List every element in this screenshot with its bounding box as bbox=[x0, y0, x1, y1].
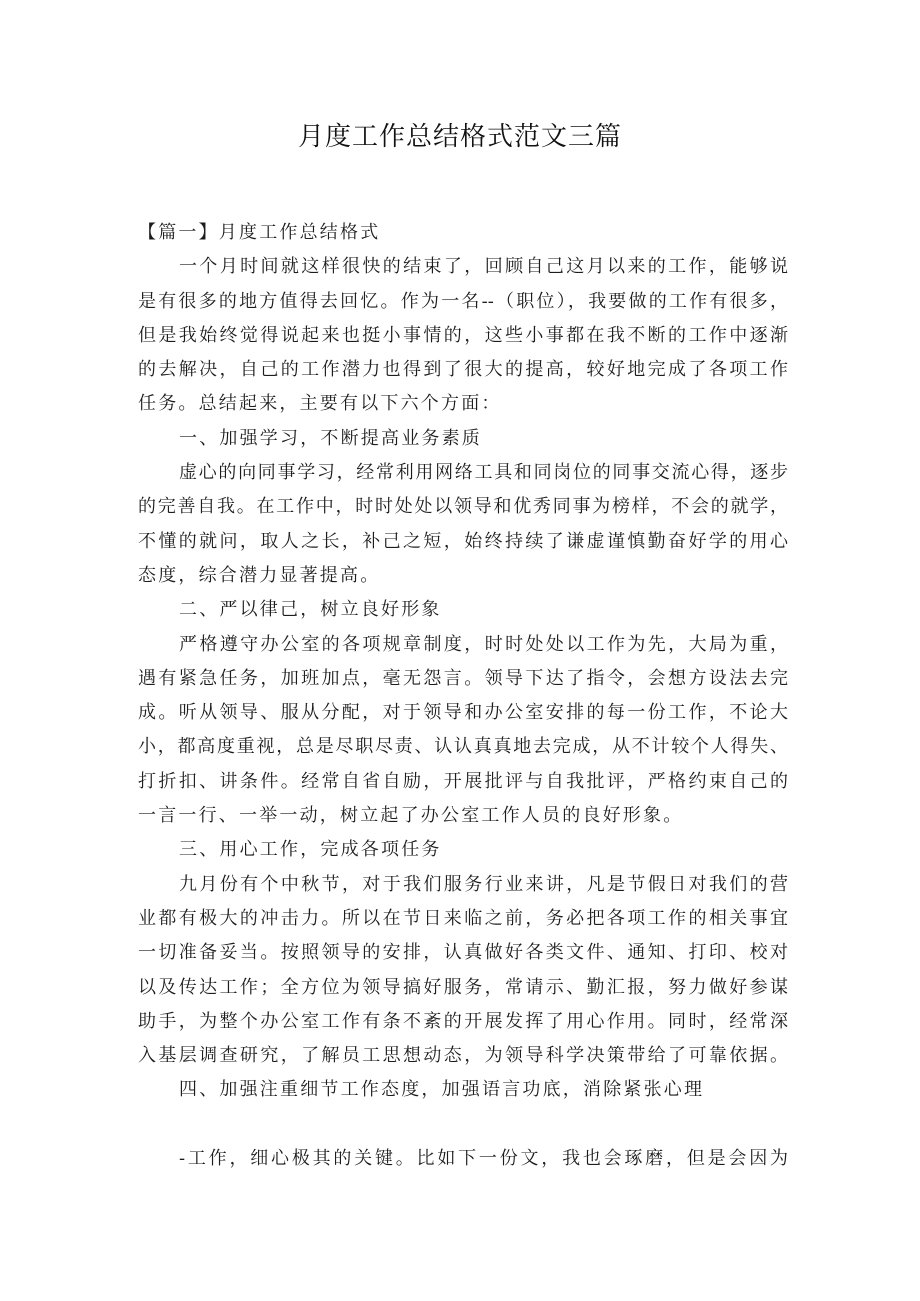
paragraph-line: 不懂的就问，取人之长，补己之短，始终持续了谦虚谨慎勤奋好学的用心 bbox=[138, 530, 788, 552]
document-body bbox=[138, 216, 788, 1176]
paragraph-line: 成。听从领导、服从分配，对于领导和办公室安排的每一份工作，不论大 bbox=[138, 702, 788, 724]
paragraph-line: 以及传达工作；全方位为领导搞好服务，常请示、勤汇报，努力做好参谋 bbox=[138, 976, 788, 998]
paragraph-line: 虚心的向同事学习，经常利用网络工具和同岗位的同事交流心得，逐步 bbox=[179, 462, 788, 484]
paragraph-line: 入基层调查研究，了解员工思想动态，为领导科学决策带给了可靠依据。 bbox=[138, 1045, 788, 1067]
paragraph-line: 打折扣、讲条件。经常自省自励，开展批评与自我批评，严格约束自己的 bbox=[138, 770, 788, 792]
paragraph-line: 业都有极大的冲击力。所以在节日来临之前，务必把各项工作的相关事宜 bbox=[138, 907, 788, 929]
paragraph-line: 是有很多的地方值得去回忆。作为一名--（职位），我要做的工作有很多， bbox=[138, 290, 788, 312]
document-title: 月度工作总结格式范文三篇 bbox=[297, 122, 622, 152]
section-heading: 【篇一】月度工作总结格式 bbox=[138, 222, 381, 243]
paragraph-line: 遇有紧急任务，加班加点，毫无怨言。领导下达了指令，会想方设法去完 bbox=[138, 667, 788, 689]
paragraph-line: -工作，细心极其的关键。比如下一份文，我也会琢磨，但是会因为 bbox=[179, 1147, 788, 1169]
point-heading: 三、用心工作，完成各项任务 bbox=[179, 839, 442, 861]
paragraph-line: 的去解决，自己的工作潜力也得到了很大的提高，较好地完成了各项工作 bbox=[138, 359, 788, 381]
paragraph-line: 严格遵守办公室的各项规章制度，时时处处以工作为先，大局为重， bbox=[179, 633, 788, 655]
paragraph-line: 一切准备妥当。按照领导的安排，认真做好各类文件、通知、打印、校对 bbox=[138, 942, 788, 964]
paragraph-line: 态度，综合潜力显著提高。 bbox=[138, 564, 381, 586]
paragraph-line: 但是我始终觉得说起来也挺小事情的，这些小事都在我不断的工作中逐渐 bbox=[138, 324, 788, 346]
point-heading: 一、加强学习，不断提高业务素质 bbox=[179, 427, 482, 449]
paragraph-line: 任务。总结起来，主要有以下六个方面： bbox=[138, 393, 502, 415]
paragraph-line: 一言一行、一举一动，树立起了办公室工作人员的良好形象。 bbox=[138, 805, 684, 827]
point-heading: 二、严以律己，树立良好形象 bbox=[179, 599, 442, 621]
point-heading: 四、加强注重细节工作态度，加强语言功底，消除紧张心理 bbox=[179, 1079, 705, 1101]
paragraph-line: 小，都高度重视，总是尽职尽责、认认真真地去完成，从不计较个人得失、 bbox=[138, 736, 788, 758]
paragraph-line: 九月份有个中秋节，对于我们服务行业来讲，凡是节假日对我们的营 bbox=[179, 873, 788, 895]
paragraph-line: 助手，为整个办公室工作有条不紊的开展发挥了用心作用。同时，经常深 bbox=[138, 1010, 788, 1032]
paragraph-line: 的完善自我。在工作中，时时处处以领导和优秀同事为榜样，不会的就学， bbox=[138, 496, 788, 518]
paragraph-line: 一个月时间就这样很快的结束了，回顾自己这月以来的工作，能够说 bbox=[179, 256, 788, 278]
